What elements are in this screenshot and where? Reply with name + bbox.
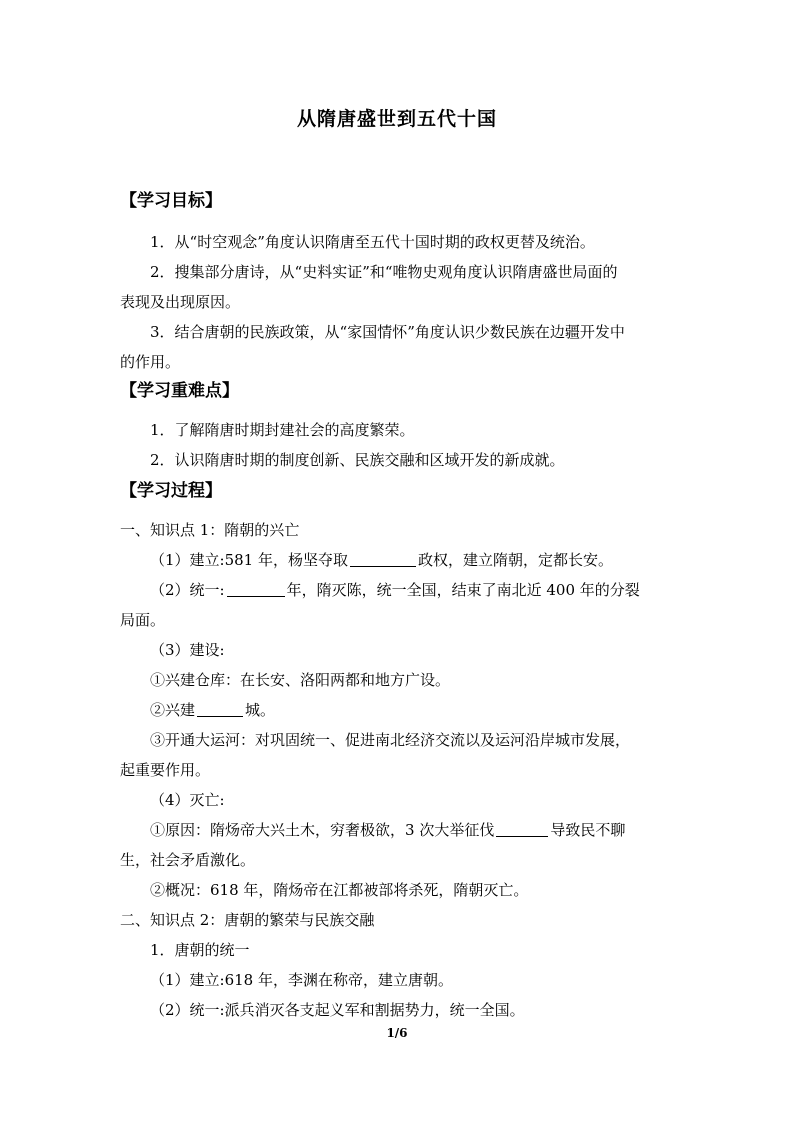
fill-blank [496, 822, 548, 837]
goal-3-line-2: 的作用。 [120, 353, 181, 371]
page-title: 从隋唐盛世到五代十国 [296, 108, 497, 130]
line-city: ②兴建 城。 [150, 701, 276, 719]
line-unify-cont: 局面。 [120, 611, 166, 629]
goal-2-line-1: 2．搜集部分唐诗，从“史料实证”和“唯物史观角度认识隋唐盛世局面的 [150, 263, 618, 281]
line-cause-cont: 生，社会矛盾激化。 [120, 851, 256, 869]
knowledge-point-2: 二、知识点 2：唐朝的繁荣与民族交融 [120, 911, 375, 929]
section-heading-difficulties: 【学习重难点】 [120, 381, 239, 401]
line-canal: ③开通大运河：对巩固统一、促进南北经济交流以及运河沿岸城市发展， [150, 731, 631, 749]
line-construction: （3）建设: [150, 641, 225, 659]
line-canal-cont: 起重要作用。 [120, 761, 211, 779]
page-number: 1/6 [386, 1026, 408, 1040]
line-tang-unify: 1．唐朝的统一 [150, 941, 250, 959]
line-establish: （1）建立:581 年，杨坚夺取 政权，建立隋朝，定都长安。 [150, 551, 614, 569]
line-fall: （4）灭亡: [150, 791, 225, 809]
section-heading-goals: 【学习目标】 [120, 191, 222, 211]
line-tang-establish: （1）建立:618 年，李渊在称帝，建立唐朝。 [150, 971, 453, 989]
section-heading-process: 【学习过程】 [120, 481, 222, 501]
goal-2-line-2: 表现及出现原因。 [120, 293, 241, 311]
line-overview: ②概况：618 年，隋炀帝在江都被部将杀死，隋朝灭亡。 [150, 881, 529, 899]
line-unify: （2）统一: 年，隋灭陈，统一全国，结束了南北近 400 年的分裂 [150, 581, 640, 599]
line-tang-unify-detail: （2）统一:派兵消灭各支起义军和割据势力，统一全国。 [150, 1001, 525, 1019]
goal-1: 1．从“时空观念”角度认识隋唐至五代十国时期的政权更替及统治。 [150, 233, 595, 251]
difficulty-1: 1．了解隋唐时期封建社会的高度繁荣。 [150, 421, 415, 439]
line-granaries: ①兴建仓库：在长安、洛阳两都和地方广设。 [150, 671, 451, 689]
knowledge-point-1: 一、知识点 1：隋朝的兴亡 [120, 521, 300, 539]
difficulty-2: 2．认识隋唐时期的制度创新、民族交融和区域开发的新成就。 [150, 451, 565, 469]
fill-blank [227, 582, 285, 597]
goal-3-line-1: 3．结合唐朝的民族政策，从“家国情怀”角度认识少数民族在边疆开发中 [150, 323, 625, 341]
fill-blank [350, 552, 416, 567]
fill-blank [197, 702, 243, 717]
line-cause: ①原因：隋炀帝大兴土木，穷奢极欲，3 次大举征伐 导致民不聊 [150, 821, 626, 839]
